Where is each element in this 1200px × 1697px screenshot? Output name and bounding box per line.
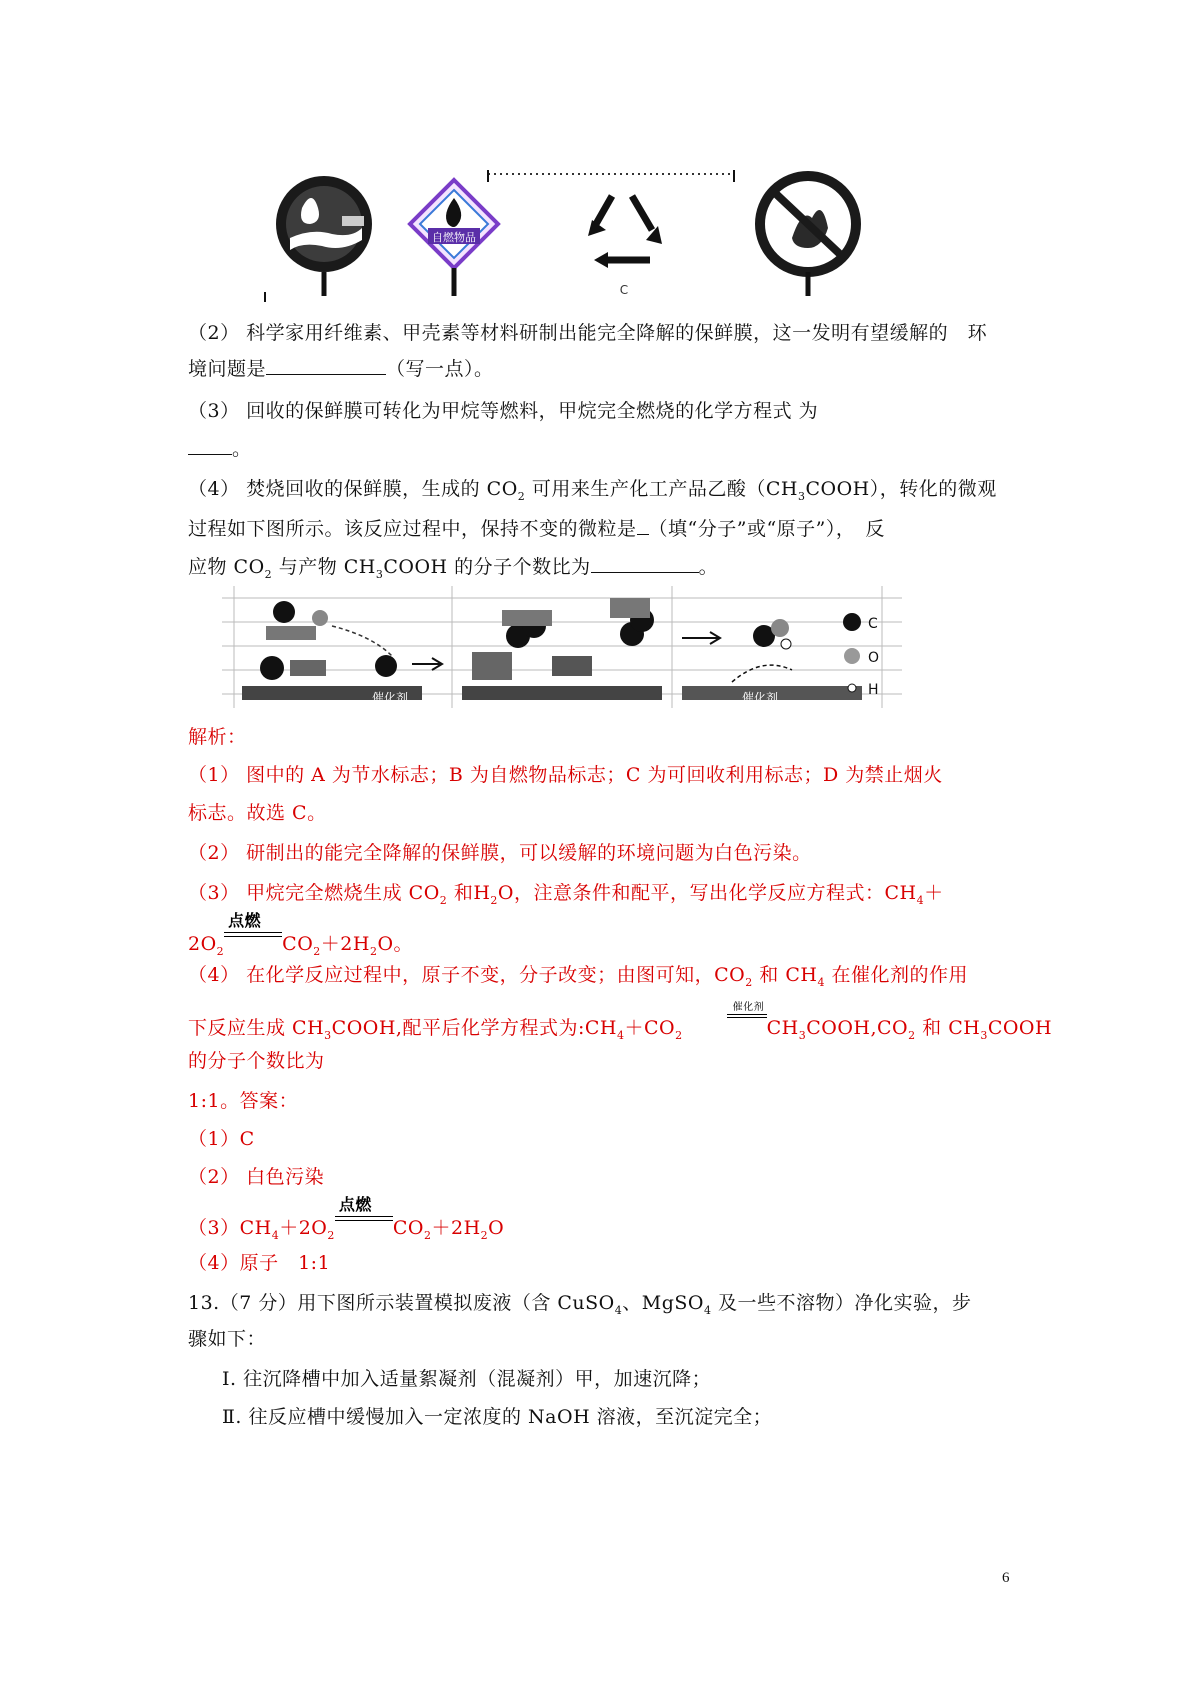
q4-t2: 可用来生产化工产品乙酸（CH	[525, 478, 798, 500]
analysis-p4-line1	[188, 960, 968, 989]
t: （3）CH	[188, 1217, 272, 1239]
sub: 3	[324, 1028, 332, 1042]
t: O	[488, 1217, 505, 1239]
t: ＋2H	[320, 933, 370, 955]
t: 和H	[447, 882, 491, 904]
q4-t8: COOH 的分子个数比为	[383, 556, 591, 578]
reaction-diagram	[222, 586, 902, 708]
t: COOH	[987, 1017, 1053, 1039]
sub: 2	[908, 1028, 916, 1042]
sub: 2	[675, 1028, 683, 1042]
q2-text-b: （写一点）。	[386, 358, 494, 380]
analysis-p2: （2） 研制出的能完全降解的保鲜膜，可以缓解的环境问题为白色污染。	[188, 842, 812, 864]
svg-text:H: H	[868, 682, 879, 698]
q4-t4: 过程如下图所示。该反应过程中，保持不变的微粒是	[188, 518, 637, 540]
analysis-p3-line1	[188, 878, 944, 907]
analysis-p3-line2	[188, 911, 414, 958]
t: COOH,CO	[806, 1017, 909, 1039]
q4-particle-blank[interactable]	[637, 514, 649, 535]
q3-line2	[188, 434, 252, 461]
sub: 4	[271, 1228, 280, 1242]
sub: 4	[703, 1303, 712, 1317]
q4-t9: 。	[698, 556, 719, 578]
sub: 2	[490, 893, 498, 907]
q2-answer-blank[interactable]	[266, 354, 386, 375]
sub: 4	[616, 1028, 625, 1042]
t: O。	[377, 933, 414, 955]
sub: 2	[517, 489, 526, 503]
t: （4） 在化学反应过程中，原子不变，分子改变；由图可知，CO	[188, 964, 746, 986]
q4-line1	[188, 474, 997, 503]
q4-t7: 与产物 CH	[272, 556, 376, 578]
sub: 2	[264, 567, 273, 581]
answer-1: （1）C	[188, 1128, 255, 1150]
t: ＋2O	[279, 1217, 328, 1239]
t: 、MgSO	[622, 1292, 704, 1314]
analysis-p1-line1: （1） 图中的 A 为节水标志；B 为自燃物品标志；C 为可回收利用标志；D 为禁止烟火	[188, 764, 943, 786]
sub: 4	[916, 893, 925, 907]
sub: 3	[980, 1028, 988, 1042]
analysis-p1-line2: 标志。故选 C。	[188, 802, 327, 824]
sub: 3	[798, 1028, 807, 1042]
q13-line1	[188, 1288, 972, 1317]
sub: 4	[614, 1303, 623, 1317]
svg-text:C: C	[868, 616, 878, 632]
sub: 2	[480, 1228, 489, 1242]
sub: 2	[327, 1228, 335, 1242]
q4-t3: COOH），转化的微观	[805, 478, 997, 500]
t: 2O	[188, 933, 217, 955]
sub: 2	[439, 893, 448, 907]
svg-text:催化剂: 催化剂	[372, 691, 409, 705]
sub: 2	[369, 944, 378, 958]
t: O，注意条件和配平，写出化学反应方程式：CH	[497, 882, 917, 904]
q3-end: 。	[232, 438, 252, 460]
sub: 3	[797, 489, 806, 503]
answer-2: （2） 白色污染	[188, 1166, 325, 1188]
t: ＋2H	[431, 1217, 481, 1239]
t: COOH,配平后化学方程式为:CH	[331, 1017, 617, 1039]
t: CH	[766, 1017, 799, 1039]
t: ＋	[924, 882, 944, 904]
q4-ratio-blank[interactable]	[591, 552, 699, 573]
q3-line1: （3） 回收的保鲜膜可转化为甲烷等燃料，甲烷完全燃烧的化学方程式 为	[188, 400, 819, 422]
t: 和 CH	[915, 1017, 981, 1039]
signs-image	[262, 168, 872, 306]
q13-step1: I. 往沉降槽中加入适量絮凝剂（混凝剂）甲，加速沉降；	[222, 1368, 712, 1390]
ignite-condition	[335, 1195, 393, 1234]
q2-text-a: 境问题是	[188, 358, 267, 380]
ignite-condition	[224, 911, 282, 950]
sub: 2	[745, 975, 753, 989]
answer-3	[188, 1195, 505, 1242]
svg-text:O: O	[868, 650, 880, 666]
analysis-title: 解析：	[188, 726, 247, 748]
page-number: 6	[1002, 1570, 1010, 1586]
q13-line2: 骤如下：	[188, 1328, 267, 1350]
t: （3） 甲烷完全燃烧生成 CO	[188, 882, 440, 904]
sub: 2	[313, 944, 321, 958]
t: 及一些不溶物）净化实验，步	[711, 1292, 972, 1314]
sub: 4	[817, 975, 825, 989]
t: ＋CO	[624, 1017, 676, 1039]
sub: 3	[375, 567, 384, 581]
q2-line1: （2） 科学家用纤维素、甲壳素等材料研制出能完全降解的保鲜膜，这一发明有望缓解的 环	[188, 322, 988, 344]
t: CO	[392, 1217, 424, 1239]
sub: 2	[216, 944, 225, 958]
svg-text:自燃物品: 自燃物品	[432, 231, 476, 244]
q4-line3	[188, 552, 718, 581]
t: 下反应生成 CH	[188, 1017, 325, 1039]
svg-text:催化剂: 催化剂	[742, 691, 779, 705]
condition-label: 点燃	[228, 911, 262, 930]
q4-t1: （4） 焚烧回收的保鲜膜，生成的 CO	[188, 478, 518, 500]
t: 在催化剂的作用	[824, 964, 968, 986]
analysis-p4-line2	[188, 1002, 1053, 1042]
analysis-p4-line4: 1:1。答案：	[188, 1090, 299, 1112]
t: 13.（7 分）用下图所示装置模拟废液（含 CuSO	[188, 1292, 615, 1314]
sub: 2	[424, 1228, 432, 1242]
catalyst-condition	[727, 1002, 767, 1034]
q4-line2	[188, 514, 885, 541]
t: 和 CH	[752, 964, 818, 986]
t: CO	[282, 933, 314, 955]
q2-line2	[188, 354, 494, 381]
q13-step2: Ⅱ. 往反应槽中缓慢加入一定浓度的 NaOH 溶液，至沉淀完全；	[222, 1406, 773, 1428]
q4-t5: （填“分子”或“原子”）， 反	[648, 518, 885, 540]
q3-answer-blank[interactable]	[188, 434, 232, 455]
answer-4: （4）原子 1:1	[188, 1252, 331, 1274]
analysis-p4-line3: 的分子个数比为	[188, 1050, 325, 1072]
condition-label: 催化剂	[732, 1002, 765, 1013]
q4-t6: 应物 CO	[188, 556, 265, 578]
condition-label: 点燃	[338, 1195, 372, 1214]
svg-text:C: C	[619, 283, 629, 297]
